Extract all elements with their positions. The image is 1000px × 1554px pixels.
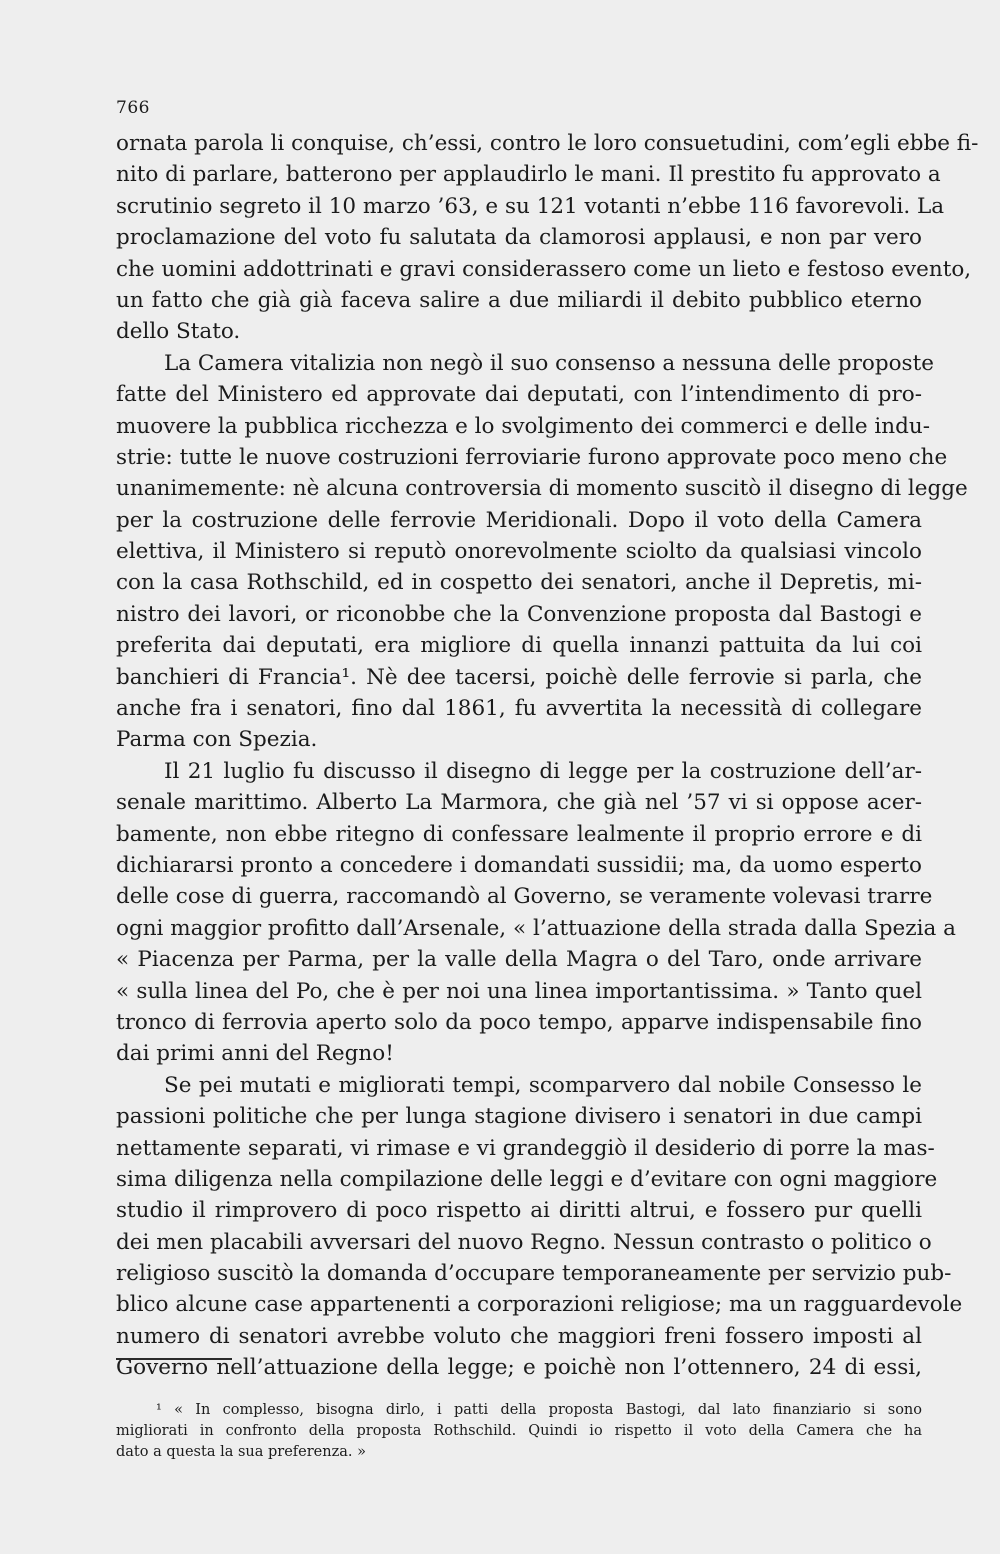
text-line: dai primi anni del Regno! — [116, 1041, 394, 1067]
text-line: Governo nell’attuazione della legge; e poichè non l’ottennero, 24 di essi, — [116, 1355, 922, 1381]
text-line: fatte del Ministero ed approvate dai deputati, con l’intendimento di pro- — [116, 382, 922, 408]
text-line: con la casa Rothschild, ed in cospetto dei senatori, anche il Depretis, mi- — [116, 570, 922, 596]
text-line: nito di parlare, batterono per applaudirlo le mani. Il prestito fu approvato a — [116, 162, 941, 188]
paragraph-start-line: Se pei mutati e migliorati tempi, scomparvero dal nobile Consesso le — [164, 1072, 922, 1098]
text-line: unanimemente: nè alcuna controversia di momento suscitò il disegno di legge — [116, 476, 968, 502]
text-line: nettamente separati, vi rimase e vi grandeggiò il desiderio di porre la mas- — [116, 1135, 935, 1161]
text-line: anche fra i senatori, fino dal 1861, fu avvertita la necessità di collegare — [116, 696, 922, 722]
footnote-line: ¹ « In complesso, bisogna dirlo, i patti della proposta Bastogi, dal lato finanziario si sono — [156, 1402, 922, 1418]
text-line: dichiararsi pronto a concedere i domandati sussidii; ma, da uomo esperto — [116, 852, 922, 878]
text-line: blico alcune case appartenenti a corporazioni religiose; ma un ragguardevole — [116, 1292, 963, 1318]
text-line: muovere la pubblica ricchezza e lo svolgimento dei commerci e delle indu- — [116, 413, 930, 439]
text-line: elettiva, il Ministero si reputò onorevolmente sciolto da qualsiasi vincolo — [116, 539, 922, 565]
text-line: proclamazione del voto fu salutata da clamorosi applausi, e non par vero — [116, 225, 922, 251]
text-line: nistro dei lavori, or riconobbe che la Convenzione proposta dal Bastogi e — [116, 601, 922, 627]
text-line: sima diligenza nella compilazione delle leggi e d’evitare con ogni maggiore — [116, 1166, 938, 1192]
text-line: scrutinio segreto il 10 marzo ’63, e su 121 votanti n’ebbe 116 favorevoli. La — [116, 193, 945, 219]
text-line: che uomini addottrinati e gravi considerassero come un lieto e festoso evento, — [116, 256, 972, 282]
text-line: per la costruzione delle ferrovie Meridionali. Dopo il voto della Camera — [116, 507, 922, 533]
text-line: ornata parola li conquise, ch’essi, contro le loro consuetudini, com’egli ebbe fi- — [116, 131, 979, 156]
text-line: Parma con Spezia. — [116, 727, 318, 753]
page-number: 766 — [116, 98, 150, 118]
text-line: « sulla linea del Po, che è per noi una linea importantissima. » Tanto quel — [116, 978, 922, 1004]
text-line: dello Stato. — [116, 319, 241, 345]
text-line-with-footnote-ref: banchieri di Francia¹. Nè dee tacersi, poichè delle ferrovie si parla, che — [116, 664, 922, 690]
footnote-line: migliorati in confronto della proposta Rothschild. Quindi io rispetto il voto della Camera che ha — [116, 1423, 922, 1439]
text-line: numero di senatori avrebbe voluto che maggiori freni fossero imposti al — [116, 1323, 922, 1349]
footnote-line: dato a questa la sua preferenza. » — [116, 1444, 366, 1460]
text-line: studio il rimprovero di poco rispetto ai diritti altrui, e fossero pur quelli — [116, 1198, 922, 1224]
paragraph-start-line: La Camera vitalizia non negò il suo consenso a nessuna delle proposte — [164, 350, 934, 376]
footnotes — [116, 1400, 922, 1463]
text-line: ogni maggior profitto dall’Arsenale, « l’attuazione della strada dalla Spezia a — [116, 915, 956, 941]
text-line: delle cose di guerra, raccomandò al Governo, se veramente volevasi trarre — [116, 884, 933, 910]
text-line: religioso suscitò la domanda d’occupare temporaneamente per servizio pub- — [116, 1261, 952, 1287]
text-line: dei men placabili avversari del nuovo Regno. Nessun contrasto o politico o — [116, 1229, 932, 1255]
paragraph-start-line: Il 21 luglio fu discusso il disegno di legge per la costruzione dell’ar- — [164, 758, 922, 784]
text-line: bamente, non ebbe ritegno di confessare lealmente il proprio errore e di — [116, 821, 922, 847]
footnote-divider — [116, 1358, 232, 1360]
text-line: un fatto che già già faceva salire a due miliardi il debito pubblico eterno — [116, 287, 922, 313]
text-line: senale marittimo. Alberto La Marmora, che già nel ’57 vi si oppose acer- — [116, 790, 922, 816]
body-text — [116, 128, 979, 1384]
text-line: preferita dai deputati, era migliore di quella innanzi pattuita da lui coi — [116, 633, 922, 659]
text-line: strie: tutte le nuove costruzioni ferroviarie furono approvate poco meno che — [116, 444, 948, 470]
text-line: « Piacenza per Parma, per la valle della Magra o del Taro, onde arrivare — [116, 947, 922, 973]
text-line: passioni politiche che per lunga stagione divisero i senatori in due campi — [116, 1104, 922, 1130]
text-line: tronco di ferrovia aperto solo da poco tempo, apparve indispensabile fino — [116, 1009, 922, 1035]
